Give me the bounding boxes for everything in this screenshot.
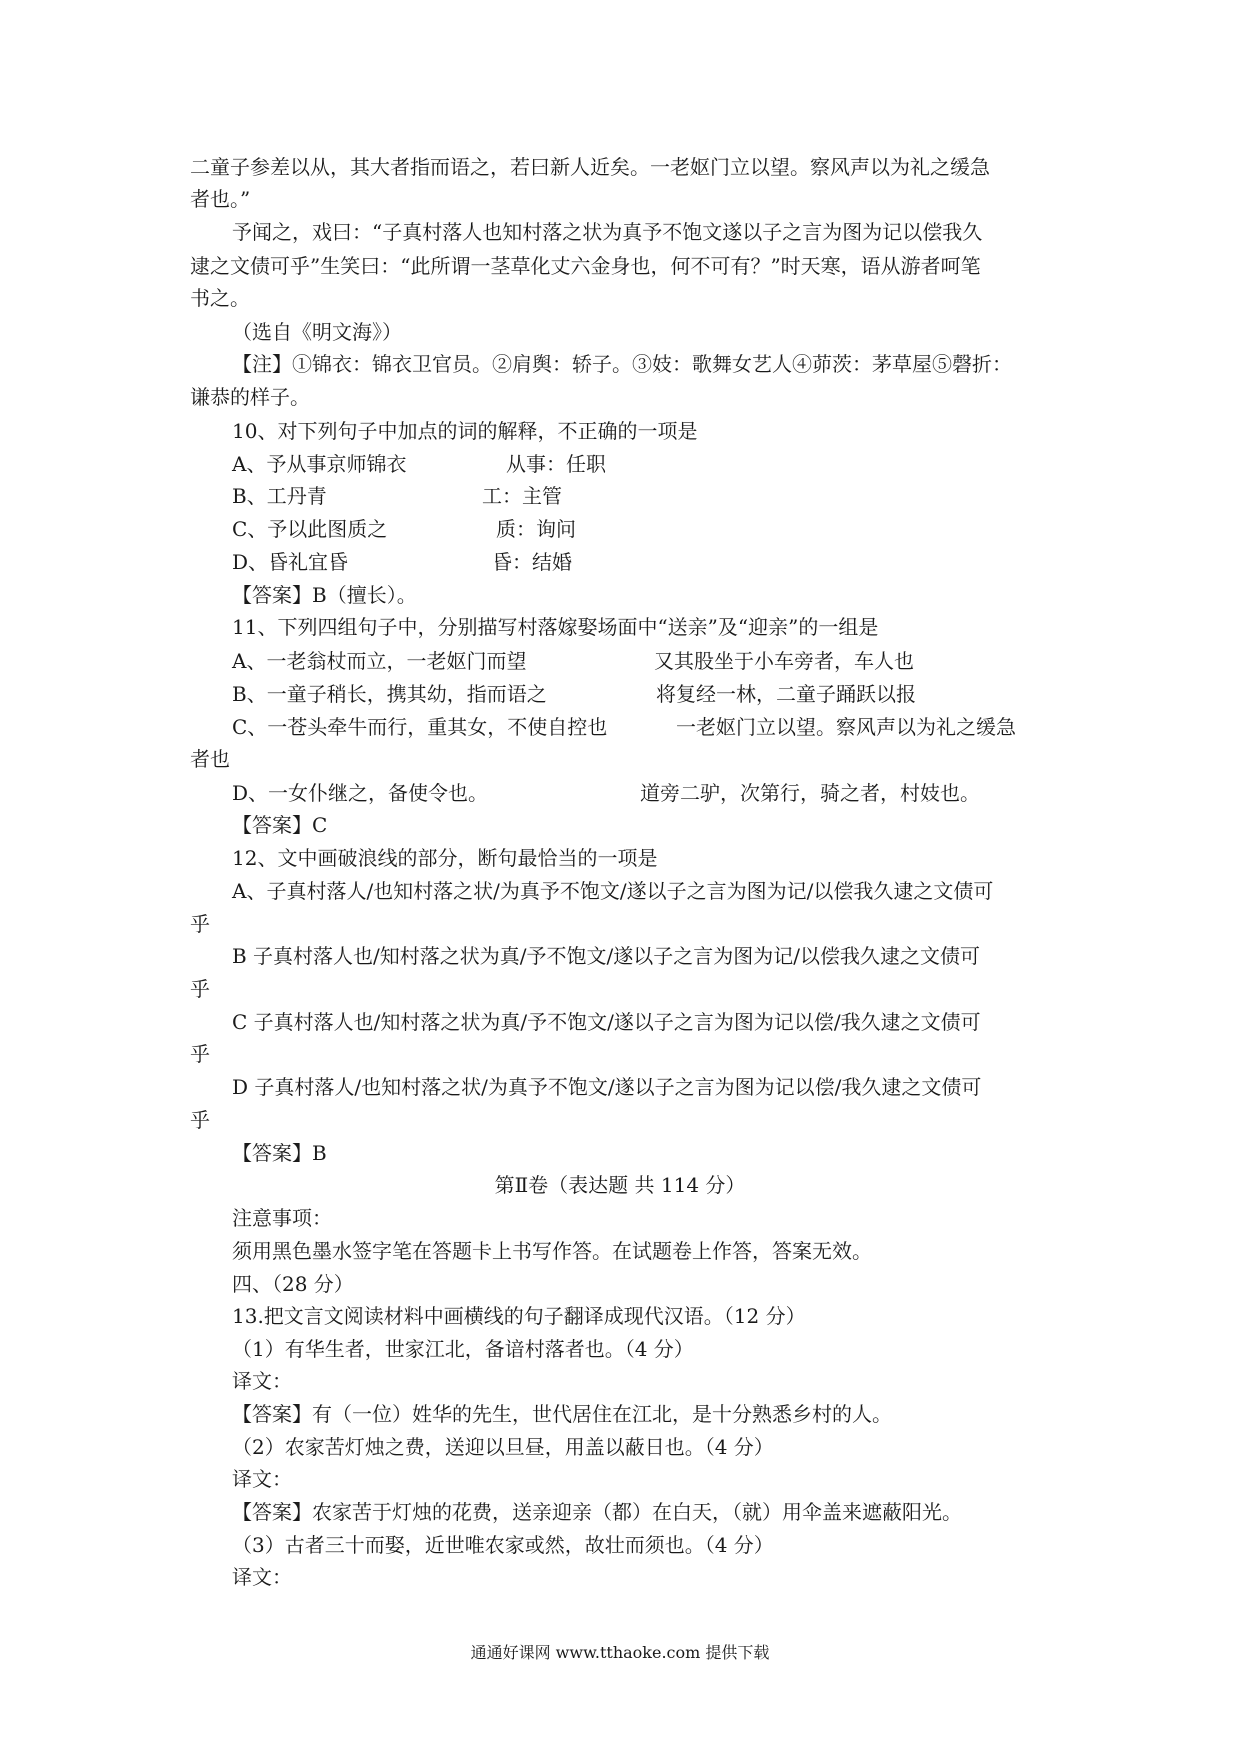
question-13-item-1: （1）有华生者，世家江北，备谙村落者也。（4 分） (232, 1337, 694, 1361)
question-12-option-b: B 子真村落人也/知村落之状为真/予不饱文/遂以子之言为图为记/以偿我久逮之文债可 (232, 944, 981, 968)
part-2-title: 第Ⅱ卷（表达题 共 114 分） (494, 1173, 746, 1197)
section-heading: 四、（28 分） (232, 1272, 354, 1296)
passage-line: 书之。 (190, 286, 250, 310)
passage-line: 二童子参差以从，其大者指而语之，若曰新人近矣。一老妪门立以望。察风声以为礼之缓急 (190, 155, 990, 179)
question-11-option-d: D、一女仆继之，备使令也。 (232, 781, 489, 805)
question-11-answer: 【答案】C (232, 813, 328, 837)
passage-note: 【注】①锦衣：锦衣卫官员。②肩舆：轿子。③妓：歌舞女艺人④茆茨：茅草屋⑤磬折： (232, 352, 1012, 376)
question-11-stem: 11、下列四组句子中，分别描写村落嫁娶场面中“送亲”及“迎亲”的一组是 (232, 615, 879, 639)
question-10-option-c: C、予以此图质之 (232, 517, 388, 541)
question-11-option-c: C、一苍头牵牛而行，重其女，不使自控也 (232, 715, 608, 739)
passage-line: 予闻之，戏曰：“子真村落人也知村落之状为真予不饱文遂以子之言为图为记以偿我久 (232, 220, 983, 244)
question-10-option-a: A、予从事京师锦衣 (232, 452, 407, 476)
passage-note: 谦恭的样子。 (190, 385, 310, 409)
question-12-option-d-cont: 乎 (190, 1108, 210, 1132)
translation-label: 译文： (232, 1565, 292, 1589)
question-11-option-c-cont: 者也 (190, 747, 230, 771)
question-11-option-c-right: 一老妪门立以望。察风声以为礼之缓急 (676, 715, 1016, 739)
question-13-item-2-answer: 【答案】农家苦于灯烛的花费，送亲迎亲（都）在白天，（就）用伞盖来遮蔽阳光。 (232, 1500, 962, 1524)
passage-line: 者也。” (190, 187, 251, 211)
question-12-option-a: A、子真村落人/也知村落之状/为真予不饱文/遂以子之言为图为记/以偿我久逮之文债可 (232, 879, 994, 903)
notice-text: 须用黑色墨水签字笔在答题卡上书写作答。在试题卷上作答，答案无效。 (232, 1239, 872, 1263)
question-10-gloss-c: 质：询问 (496, 517, 576, 541)
question-10-answer: 【答案】B（擅长）。 (232, 583, 417, 607)
notice-label: 注意事项： (232, 1206, 332, 1230)
question-11-option-b: B、一童子稍长，携其幼，指而语之 (232, 682, 547, 706)
question-11-option-a: A、一老翁杖而立，一老妪门而望 (232, 649, 527, 673)
question-10-stem: 10、对下列句子中加点的词的解释，不正确的一项是 (232, 419, 698, 443)
translation-label: 译文： (232, 1369, 292, 1393)
passage-line: 逮之文债可乎”生笑曰：“此所谓一茎草化丈六金身也，何不可有？”时天寒，语从游者呵笔 (190, 254, 981, 278)
question-12-option-d: D 子真村落人/也知村落之状/为真予不饱文/遂以子之言为图为记以偿/我久逮之文债可 (232, 1075, 982, 1099)
question-10-option-d: D、昏礼宜昏 (232, 550, 349, 574)
question-10-gloss-d: 昏：结婚 (492, 550, 572, 574)
question-12-option-b-cont: 乎 (190, 977, 210, 1001)
question-10-gloss-a: 从事：任职 (506, 452, 606, 476)
question-13-item-3: （3）古者三十而娶，近世唯农家或然，故壮而须也。（4 分） (232, 1533, 774, 1557)
question-10-gloss-b: 工：主管 (482, 484, 562, 508)
question-12-answer: 【答案】B (232, 1141, 327, 1165)
question-11-option-a-right: 又其股坐于小车旁者，车人也 (654, 649, 914, 673)
question-12-option-c: C 子真村落人也/知村落之状为真/予不饱文/遂以子之言为图为记以偿/我久逮之文债可 (232, 1010, 981, 1034)
translation-label: 译文： (232, 1467, 292, 1491)
question-12-option-a-cont: 乎 (190, 912, 210, 936)
question-11-option-d-right: 道旁二驴，次第行，骑之者，村妓也。 (640, 781, 980, 805)
question-12-option-c-cont: 乎 (190, 1042, 210, 1066)
question-13-item-2: （2）农家苦灯烛之费，送迎以旦昼，用盖以蔽日也。（4 分） (232, 1435, 774, 1459)
question-12-stem: 12、文中画破浪线的部分，断句最恰当的一项是 (232, 846, 658, 870)
question-11-option-b-right: 将复经一林，二童子踊跃以报 (656, 682, 916, 706)
passage-source: （选自《明文海》） (232, 320, 402, 344)
page-footer: 通通好课网 www.tthaoke.com 提供下载 (470, 1643, 770, 1662)
question-10-option-b: B、工丹青 (232, 484, 327, 508)
question-13-stem: 13.把文言文阅读材料中画横线的句子翻译成现代汉语。（12 分） (232, 1304, 806, 1328)
question-13-item-1-answer: 【答案】有（一位）姓华的先生，世代居住在江北，是十分熟悉乡村的人。 (232, 1402, 892, 1426)
